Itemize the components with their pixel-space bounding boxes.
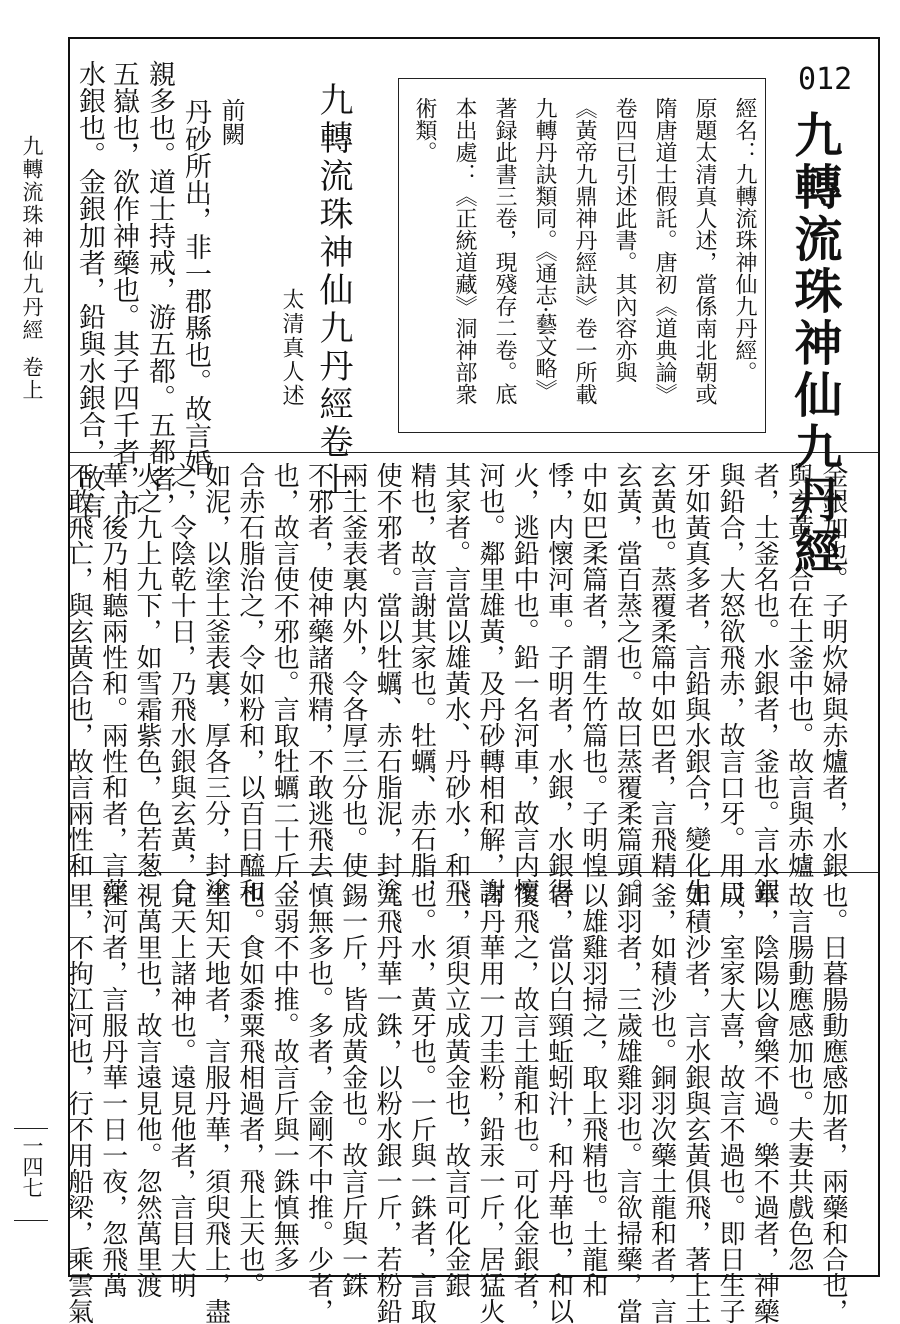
- text-column: 言丹華用一刀圭粉，鉛汞一斤，居猛火: [474, 882, 505, 1324]
- text-column: 河也。鄰里雄黃，及丹砂轉相和解，謝: [474, 462, 505, 904]
- text-column: 不敢飛亡，與玄黃合也，故言兩性和: [63, 462, 94, 878]
- text-column: 故言腸動應感加也。夫妻共戲色忽: [783, 882, 814, 1272]
- text-column: 華，後乃相聽兩性和。兩性和者，言藥: [97, 462, 128, 904]
- text-column: 兩土釜表裏内外，令各厚三分也。使: [337, 462, 368, 878]
- text-column: 慎無多也。多者，金剛不中推。少者，: [303, 882, 334, 1324]
- entry-number: 012: [798, 62, 853, 97]
- text-column: 玄黃，當百蒸之也。故曰蒸覆柔篇頭。: [612, 462, 643, 904]
- text-column: 坐知天地者，言服丹華，須臾飛上，盡: [200, 882, 231, 1324]
- text-column: 金銀加也。子明炊婦與赤爐者，水銀: [817, 462, 848, 878]
- text-column: 牙如黃真多者，言鉛與水銀合，變化生: [680, 462, 711, 904]
- text-column: 銅羽者，三歲雄雞羽也。言欲掃藥，當: [612, 882, 643, 1324]
- text-column: 不邪者，使神藥諸飛精，不敢逃飛去: [303, 462, 334, 878]
- info-line: 隋唐道士假託。唐初《道典論》: [652, 97, 677, 405]
- info-line: 卷四已引述此書。其內容亦與: [612, 97, 637, 383]
- running-head-volume: 卷上: [20, 356, 44, 402]
- text-column: 江河者，言服丹華一日一夜，忽飛萬: [97, 882, 128, 1298]
- info-line: 經名：九轉流珠神仙九丹經。: [732, 97, 757, 383]
- text-column: 上，須臾立成黃金也，故言可化金銀: [440, 882, 471, 1298]
- entry-title: 九轉流珠神仙九丹經: [786, 110, 842, 578]
- text-column: 錫一斤，皆成黃金也。故言斤與一銖: [337, 882, 368, 1298]
- info-line: 《黃帝九鼎神丹經訣》卷一所載: [572, 97, 597, 405]
- book-author: 太清真人述: [279, 288, 304, 408]
- text-column: 五嶽也，欲作神藥也。其子四千者，市: [108, 60, 139, 519]
- page-number-rule-top: [14, 1128, 48, 1129]
- text-column: 丹砂所出，非一郡縣也。故言婚: [180, 98, 211, 476]
- text-column: 復飛之，故言土龍和也。可化金銀者，: [509, 882, 540, 1324]
- text-column: 與玄黃，合在土釜中也。故言與赤爐: [783, 462, 814, 878]
- text-column: 火之九上九下，如雪霜紫色，色若葱: [131, 462, 162, 878]
- text-column: 火，逃鉛中也。鉛一名河車，故言内懷: [509, 462, 540, 904]
- text-column: 也，故言使不邪也。言取牡蠣二十斤，: [269, 462, 300, 904]
- text-column: 使不邪者。當以牡蠣、赤石脂泥，封塗: [372, 462, 403, 904]
- info-box: [398, 78, 766, 433]
- text-column: 前闕: [217, 98, 245, 146]
- text-column: 者，土釜名也。水銀者，釜也。言水銀: [749, 462, 780, 904]
- text-column: 者，當以白頸蚯蚓汁，和丹華也，和以: [543, 882, 574, 1324]
- text-column: 里，不拘江河也，行不用船梁，乘雲氣: [63, 882, 94, 1324]
- text-column: 九飛丹華一銖，以粉水銀一斤，若粉鉛: [372, 882, 403, 1324]
- text-column: 精也，故言謝其家也。牡蠣、赤石脂，: [406, 462, 437, 904]
- page-number-rule-bottom: [14, 1220, 48, 1221]
- text-column: 其家者。言當以雄黃水、丹砂水，和飛: [440, 462, 471, 904]
- text-column: 也。水，黃牙也。一斤與一銖者，言取: [406, 882, 437, 1324]
- text-column: 水銀也。金銀加者，鉛與水銀合，故言: [74, 60, 105, 519]
- info-line: 本出處：《正統道藏》洞神部衆: [452, 97, 477, 405]
- text-column: 如積沙者，言水銀與玄黃俱飛，著上土: [680, 882, 711, 1324]
- book-title: 九轉流珠神仙九丹經卷上: [313, 82, 353, 500]
- info-line: 原題太清真人述，當係南北朝或: [692, 97, 717, 405]
- text-column: 金弱不中推。故言斤與一銖慎無多: [269, 882, 300, 1272]
- text-column: 玄黃也。蒸覆柔篇中如巴者，言飛精: [646, 462, 677, 878]
- text-column: 釜，如積沙也。銅羽次藥土龍和者，言: [646, 882, 677, 1324]
- text-column: 合赤石脂治之，令如粉和，以百日醯和: [234, 462, 265, 904]
- text-column: 視萬里也，故言遠見他。忽然萬里渡: [131, 882, 162, 1298]
- text-column: 見天上諸神也。遠見他者，言目大明: [166, 882, 197, 1298]
- text-column: 與鉛合，大怒欲飛赤，故言口牙。用口: [715, 462, 746, 904]
- text-column: 華，陰陽以會樂不過。樂不過者，神藥: [749, 882, 780, 1324]
- text-column: 以雄雞羽掃之，取上飛精也。土龍和: [577, 882, 608, 1298]
- running-head: [14, 135, 50, 402]
- running-head-title: 九轉流珠神仙九丹經: [20, 135, 44, 342]
- text-column: 之，令陰乾十日，乃飛水銀與玄黃，合: [166, 462, 197, 904]
- text-column: 成，室家大喜，故言不過也。即日生子: [715, 882, 746, 1324]
- text-column: 也。日暮腸動應感加者，兩藥和合也，: [817, 882, 848, 1324]
- text-column: 中如巴柔篇者，謂生竹篇也。子明惶: [577, 462, 608, 878]
- info-line: 著録此書三卷，現殘存二卷。底: [492, 97, 517, 405]
- text-column: 親多也。道士持戒，游五都。五都者，: [144, 60, 175, 519]
- text-column: 如泥，以塗土釜表裏，厚各三分，封塗: [200, 462, 231, 904]
- page-number: 一四七: [20, 1135, 44, 1198]
- info-line: 術類。: [412, 97, 437, 163]
- info-line: 九轉丹訣類同。《通志·藝文略》: [532, 97, 557, 401]
- text-column: 悸，内懷河車。子明者，水銀，水銀得: [543, 462, 574, 904]
- text-column: 也。食如黍粟飛相過者，飛上天也。: [234, 882, 265, 1298]
